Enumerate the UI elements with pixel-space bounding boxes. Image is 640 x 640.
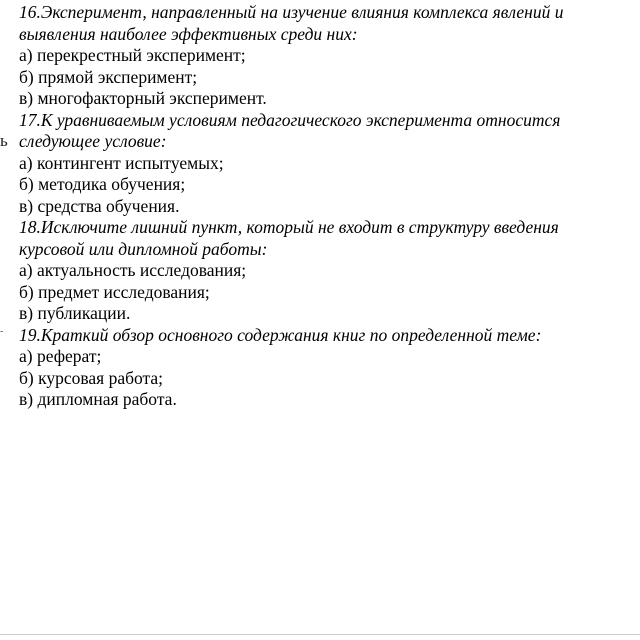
questions-list: [19, 2, 619, 411]
answer-option: б) методика обучения;: [19, 174, 186, 194]
question-19: [19, 325, 619, 411]
answer-option: а) актуальность исследования;: [19, 260, 247, 280]
question-text: 18.Исключите лишний пункт, который не входит в структуру введения курсовой или дипломной работы:: [19, 217, 559, 259]
answer-option: б) курсовая работа;: [19, 367, 164, 388]
question-17: [19, 110, 619, 218]
question-text: 19.Краткий обзор основного содержания книг по определенной теме:: [19, 324, 542, 345]
question-16: [19, 2, 619, 110]
answer-option: в) дипломная работа.: [19, 389, 177, 409]
page-bottom-divider: [0, 634, 640, 635]
edge-mark: ь: [0, 131, 8, 150]
answer-option: б) прямой эксперимент;: [19, 66, 198, 87]
answer-option: б) предмет исследования;: [19, 281, 210, 302]
answer-option: в) средства обучения.: [19, 195, 180, 216]
question-text: 17.К уравниваемым условиям педагогического эксперимента относится следующее условие:: [19, 109, 561, 151]
answer-option: а) контингент испытуемых;: [19, 152, 224, 173]
answer-option: в) публикации.: [19, 303, 131, 323]
answer-option: в) многофакторный эксперимент.: [19, 88, 267, 108]
edge-mark: -: [0, 326, 4, 337]
question-18: [19, 217, 619, 325]
question-text: 16.Эксперимент, направленный на изучение влияния комплекса явлений и выявления наиболее эффективных среди них:: [19, 2, 564, 44]
answer-option: а) реферат;: [19, 346, 102, 366]
answer-option: а) перекрестный эксперимент;: [19, 45, 246, 65]
